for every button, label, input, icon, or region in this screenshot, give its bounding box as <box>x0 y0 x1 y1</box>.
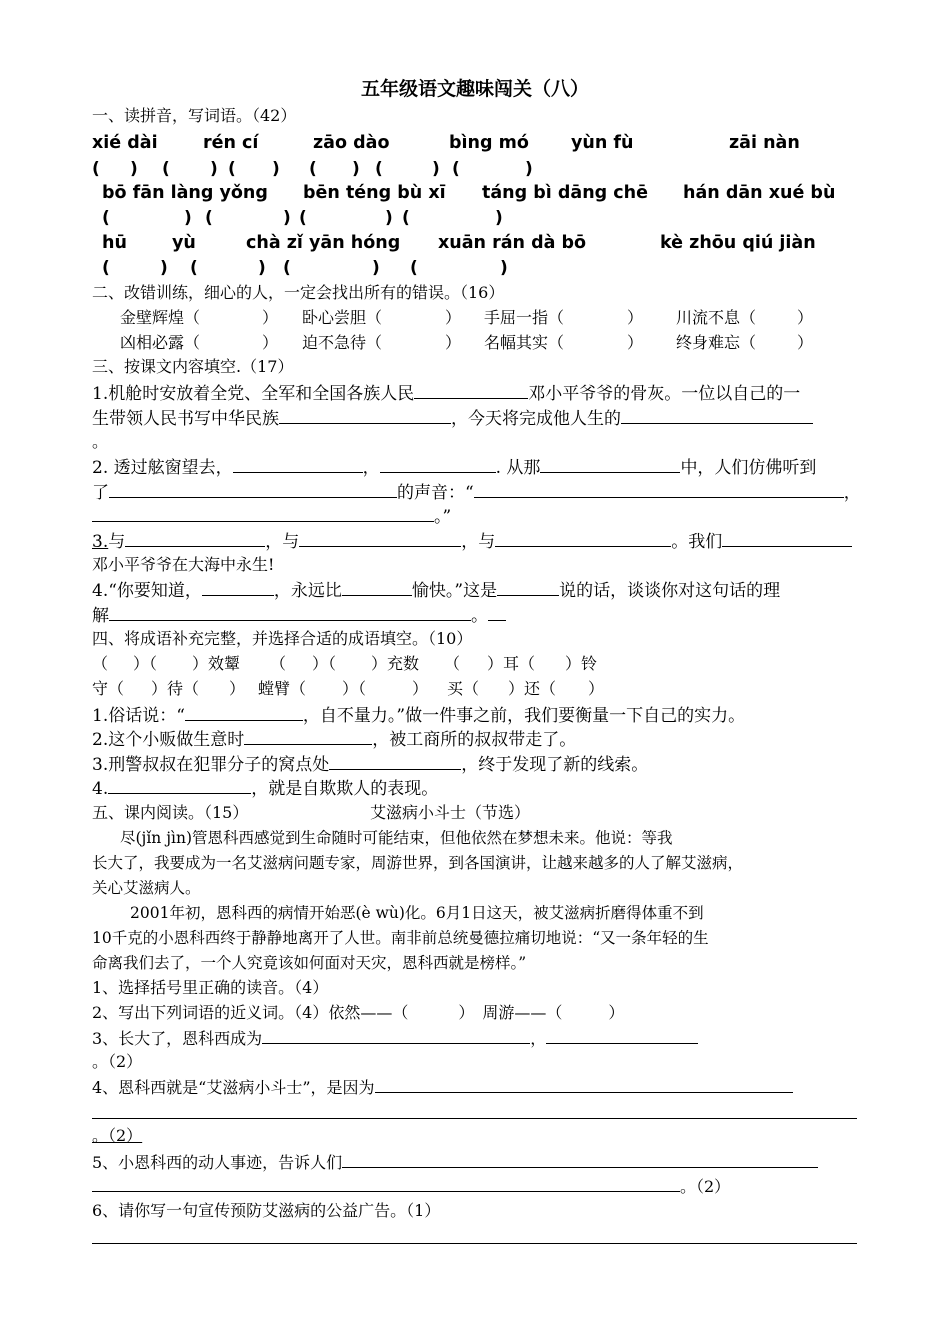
bracket-close: ) <box>385 208 393 228</box>
error-item: 手屈一指（ <box>484 308 565 327</box>
question-text: 生带领人民书写中华民族 <box>92 409 279 429</box>
reading-question-2 <box>92 1001 624 1025</box>
question-text: ，与 <box>265 532 300 552</box>
answer-blank <box>233 455 363 473</box>
pinyin-item: kè zhōu qiú jiàn <box>660 233 816 253</box>
answer-line <box>92 1118 857 1119</box>
bracket-open: ( <box>402 208 410 228</box>
bracket-close: ) <box>184 208 192 228</box>
reading-question-5-line-2 <box>92 1174 730 1199</box>
answer-blank <box>474 480 844 498</box>
answer-blank <box>299 529 461 547</box>
question-3-4-line-1 <box>92 578 780 603</box>
bracket-close: ) <box>352 159 360 179</box>
idiom-part: ）还（ <box>508 679 557 698</box>
answer-blank <box>202 578 274 596</box>
bracket-open: ( <box>162 159 170 179</box>
pinyin-item: zāo dào <box>313 133 390 153</box>
answer-blank <box>125 529 265 547</box>
question-text: 邓小平爷爷的骨灰。一位以自己的一 <box>528 384 801 404</box>
pinyin-item: rén cí <box>203 133 259 153</box>
bracket-open: ( <box>228 159 236 179</box>
question-3-1-line-1 <box>92 381 800 406</box>
answer-blank <box>108 776 251 794</box>
question-text: 4、恩科西就是“艾滋病小斗士”，是因为 <box>92 1078 375 1097</box>
idiom-part: ）效颦 <box>192 654 241 673</box>
answer-blank <box>109 480 397 498</box>
section3-heading: 三、按课文内容填空.（17） <box>92 357 294 376</box>
bracket-close: ) <box>283 208 291 228</box>
passage-paragraph-2-line-3: 命离我们去了，一个人究竟该如何面对天灾，恩科西就是榜样。” <box>92 954 527 972</box>
section5-heading: 五、课内阅读。（15） <box>92 803 249 822</box>
question-text: 愉快。”这是 <box>411 581 498 601</box>
section2-heading: 二、改错训练，细心的人，一定会找出所有的错误。（16） <box>92 283 505 302</box>
idiom-part: ）（ <box>312 654 337 673</box>
error-item: 名幅其实（ <box>484 333 565 352</box>
pinyin-item: bìng mó <box>449 133 529 153</box>
question-text: 与 <box>108 532 126 552</box>
question-text: 了 <box>92 483 109 503</box>
question-text: 3.刑警叔叔在犯罪分子的窝点处 <box>92 755 330 775</box>
answer-blank <box>342 1150 818 1168</box>
idiom-sentence-1 <box>92 703 745 728</box>
bracket-close: ） <box>262 308 279 327</box>
question-text: 。我们 <box>671 532 723 552</box>
question-text: 说的话，谈谈你对这句话的理 <box>559 581 781 601</box>
passage-paragraph-2-line-2: 10千克的小恩科西终于静静地离开了人世。南非前总统曼德拉痛切地说：“又一条年轻的生 <box>92 929 709 947</box>
bracket-open: ( <box>410 258 418 278</box>
reading-question-4-line-3 <box>92 1124 142 1148</box>
answer-blank <box>375 1075 793 1093</box>
question-text: 1.机舱时安放着全党、全军和全国各族人民 <box>92 384 415 404</box>
idiom-part: （ <box>444 654 461 673</box>
question-3-1-line-2 <box>92 406 813 431</box>
idiom-part: （ <box>270 654 287 673</box>
answer-blank <box>244 727 372 745</box>
idiom-sentence-2 <box>92 727 576 752</box>
question-text: ，就是自欺欺人的表现。 <box>251 779 439 799</box>
bracket-close: ) <box>210 159 218 179</box>
question-text: . 从那 <box>495 458 541 478</box>
question-text: ，终于发现了新的线索。 <box>461 755 649 775</box>
answer-blank <box>414 381 528 399</box>
question-text: 2.这个小贩做生意时 <box>92 730 245 750</box>
bracket-close: ) <box>130 159 138 179</box>
bracket-open: ( <box>283 258 291 278</box>
answer-blank <box>342 578 412 596</box>
bracket-close: ) <box>495 208 503 228</box>
question-text: ，自不量力。”做一件事之前，我们要衡量一下自己的实力。 <box>302 706 746 726</box>
bracket-close: ) <box>160 258 168 278</box>
idiom-part: ） <box>412 679 429 698</box>
bracket-close: ) <box>272 159 280 179</box>
pinyin-item: bēn téng bù xī <box>303 183 446 203</box>
question-text: ，与 <box>461 532 496 552</box>
question-text: 。 <box>471 606 488 626</box>
answer-blank <box>185 703 303 721</box>
answer-blank <box>279 406 451 424</box>
idiom-part: ）耳（ <box>487 654 536 673</box>
answer-line <box>92 1243 857 1244</box>
reading-question-1: 1、选择括号里正确的读音。（4） <box>92 978 329 997</box>
question-text: ，被工商所的叔叔带走了。 <box>372 730 577 750</box>
error-item: 川流不息（ <box>676 308 757 327</box>
bracket-close: ） <box>797 333 814 352</box>
pinyin-item: xuān rán dà bō <box>438 233 587 253</box>
answer-blank <box>380 455 496 473</box>
idiom-part: ）充数 <box>371 654 420 673</box>
pinyin-item: hū <box>102 233 127 253</box>
question-text: 3、长大了，恩科西成为 <box>92 1029 263 1048</box>
reading-question-6: 6、请你写一句宣传预防艾滋病的公益广告。（1） <box>92 1201 441 1220</box>
bracket-close: ） <box>262 333 279 352</box>
passage-paragraph-2-line-1: 2001年初，恩科西的病情开始恶(è wù)化。6月1日这天，被艾滋病折磨得体重不到 <box>130 904 704 922</box>
idiom-part: ） <box>588 679 605 698</box>
idiom-part: ）（ <box>342 679 367 698</box>
answer-blank <box>621 406 813 424</box>
bracket-open: ( <box>205 208 213 228</box>
question-3-2-line-2 <box>92 480 861 505</box>
answer-blank <box>92 1174 680 1192</box>
question-text: 1.俗话说：“ <box>92 706 185 726</box>
pinyin-item: hán dān xué bù <box>683 183 836 203</box>
reading-question-4-line-1 <box>92 1075 793 1100</box>
pinyin-item: yù <box>172 233 196 253</box>
question-3-3-line-1 <box>92 529 852 554</box>
pinyin-item: zāi nàn <box>729 133 800 153</box>
idiom-part: （ <box>92 654 109 673</box>
answer-blank <box>497 578 559 596</box>
question-text: 的声音：“ <box>397 483 474 503</box>
question-text: 2. 透过舷窗望去， <box>92 458 233 478</box>
idiom-part: 螳臂（ <box>258 679 307 698</box>
bracket-close: ） <box>445 333 462 352</box>
question-text: 4.“你要知道， <box>92 581 202 601</box>
pinyin-item: bō fān làng yǒng <box>102 183 268 203</box>
pinyin-item: chà zǐ yān hóng <box>246 233 401 253</box>
bracket-close: ） <box>445 308 462 327</box>
bracket-close: ） <box>627 333 644 352</box>
bracket-open: ( <box>309 159 317 179</box>
pinyin-item: táng bì dāng chē <box>482 183 648 203</box>
question-number: 3. <box>92 532 109 552</box>
section4-heading: 四、将成语补充完整，并选择合适的成语填空。（10） <box>92 629 473 648</box>
idiom-part: 买（ <box>447 679 480 698</box>
bracket-open: ( <box>102 208 110 228</box>
bracket-open: ( <box>299 208 307 228</box>
bracket-close: ） <box>797 308 814 327</box>
pinyin-item: xié dài <box>92 133 158 153</box>
question-3-1-line-3: 。 <box>92 432 109 451</box>
idiom-part: ） <box>229 679 246 698</box>
idiom-part: ）（ <box>133 654 158 673</box>
error-item: 卧心尝胆（ <box>302 308 383 327</box>
answer-blank <box>329 752 461 770</box>
bracket-close: ) <box>525 159 533 179</box>
question-text: ，永远比 <box>273 581 342 601</box>
question-text: ，今天将完成他人生的 <box>451 409 621 429</box>
question-text: 中，人们仿佛听到 <box>680 458 817 478</box>
question-3-4-line-2 <box>92 603 506 628</box>
bracket-close: ) <box>432 159 440 179</box>
error-item: 凶相必露（ <box>120 333 201 352</box>
error-item: 金壁辉煌（ <box>120 308 201 327</box>
reading-question-3-line-2: 。（2） <box>92 1052 143 1071</box>
question-text: 5、小恩科西的动人事迹，告诉人们 <box>92 1153 343 1172</box>
bracket-open: ( <box>190 258 198 278</box>
section1-heading: 一、读拼音，写词语。（42） <box>92 106 297 125</box>
answer-blank <box>262 1026 530 1044</box>
answer-blank <box>488 603 506 621</box>
answer-blank <box>540 455 680 473</box>
worksheet-title: 五年级语文趣味闯关（八） <box>360 78 589 100</box>
bracket-open: ( <box>102 258 110 278</box>
question-text: 解 <box>92 606 109 626</box>
idiom-part: 守（ <box>92 679 125 698</box>
bracket-open: ( <box>92 159 100 179</box>
question-text: ， <box>530 1029 547 1048</box>
passage-paragraph-1-line-3: 关心艾滋病人。 <box>92 879 201 897</box>
bracket-open: ( <box>375 159 383 179</box>
idiom-part: ）待（ <box>151 679 200 698</box>
answer-blank <box>109 603 471 621</box>
question-text: 4. <box>92 779 109 799</box>
question-text: 。（2） <box>92 1126 143 1145</box>
bracket-close: ) <box>500 258 508 278</box>
reading-question-5-line-1 <box>92 1150 818 1175</box>
question-text: 。” <box>434 507 452 527</box>
answer-blank <box>92 504 434 522</box>
question-3-2-line-1 <box>92 455 816 480</box>
answer-blank <box>546 1026 698 1044</box>
error-item: 迫不急待（ <box>302 333 383 352</box>
passage-title: 艾滋病小斗士（节选） <box>370 803 531 822</box>
answer-blank <box>722 529 852 547</box>
question-text: ， <box>362 458 380 478</box>
bracket-close: ） <box>627 308 644 327</box>
idiom-sentence-4 <box>92 776 438 801</box>
question-3-2-line-3 <box>92 504 451 529</box>
passage-paragraph-1-line-1: 尽(jǐn jìn)管恩科西感觉到生命随时可能结束，但他依然在梦想未来。他说：等我 <box>120 829 673 847</box>
bracket-open: ( <box>452 159 460 179</box>
idiom-sentence-3 <box>92 752 648 777</box>
question-text: ， <box>843 483 861 503</box>
question-text: ） 周游——（ <box>458 1003 563 1022</box>
bracket-close: ) <box>372 258 380 278</box>
question-text: 。（2） <box>680 1177 731 1196</box>
question-text: ） <box>608 1003 625 1022</box>
question-text: 2、写出下列词语的近义词。（4）依然——（ <box>92 1003 409 1022</box>
pinyin-item: yùn fù <box>571 133 634 153</box>
passage-paragraph-1-line-2: 长大了，我要成为一名艾滋病问题专家，周游世界，到各国演讲，让越来越多的人了解艾滋病， <box>92 854 744 872</box>
question-3-3-line-2: 邓小平爷爷在大海中永生! <box>92 555 275 574</box>
reading-question-3-line-1 <box>92 1026 698 1051</box>
idiom-part: ）铃 <box>565 654 598 673</box>
error-item: 终身难忘（ <box>676 333 757 352</box>
answer-blank <box>495 529 671 547</box>
bracket-close: ) <box>258 258 266 278</box>
